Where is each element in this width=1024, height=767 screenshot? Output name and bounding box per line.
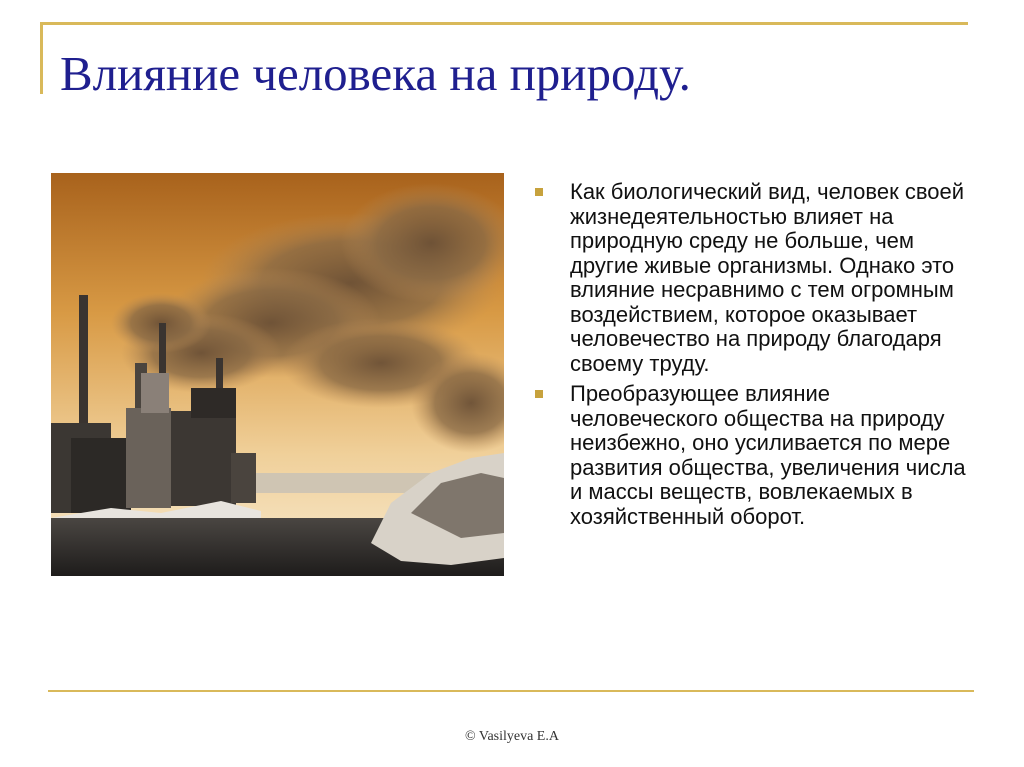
bullet-square-icon <box>535 390 543 398</box>
bullet-list <box>532 180 972 535</box>
frame-left-line <box>40 22 43 94</box>
bullet-item <box>532 180 972 376</box>
frame-top-line <box>40 22 968 25</box>
bullet-square-icon <box>535 188 543 196</box>
slide-title: Влияние человека на природу. <box>60 46 691 101</box>
footer-divider <box>48 690 974 692</box>
factory-smoke-photo <box>51 173 504 576</box>
bullet-item <box>532 382 972 529</box>
bullet-text: Как биологический вид, человек своей жизнедеятельностью влияет на природную среду не больше, чем другие живые организмы. Однако это влияние несравнимо с тем огромным воздействием, которое оказывает человечество на природу благодаря своему труду. <box>570 179 965 376</box>
bullet-text: Преобразующее влияние человеческого общества на природу неизбежно, оно усиливается по мере развития общества, увеличения числа и массы веществ, вовлекаемых в хозяйственный оборот. <box>570 381 966 529</box>
footer-copyright: © Vasilyeva E.A <box>465 729 559 744</box>
